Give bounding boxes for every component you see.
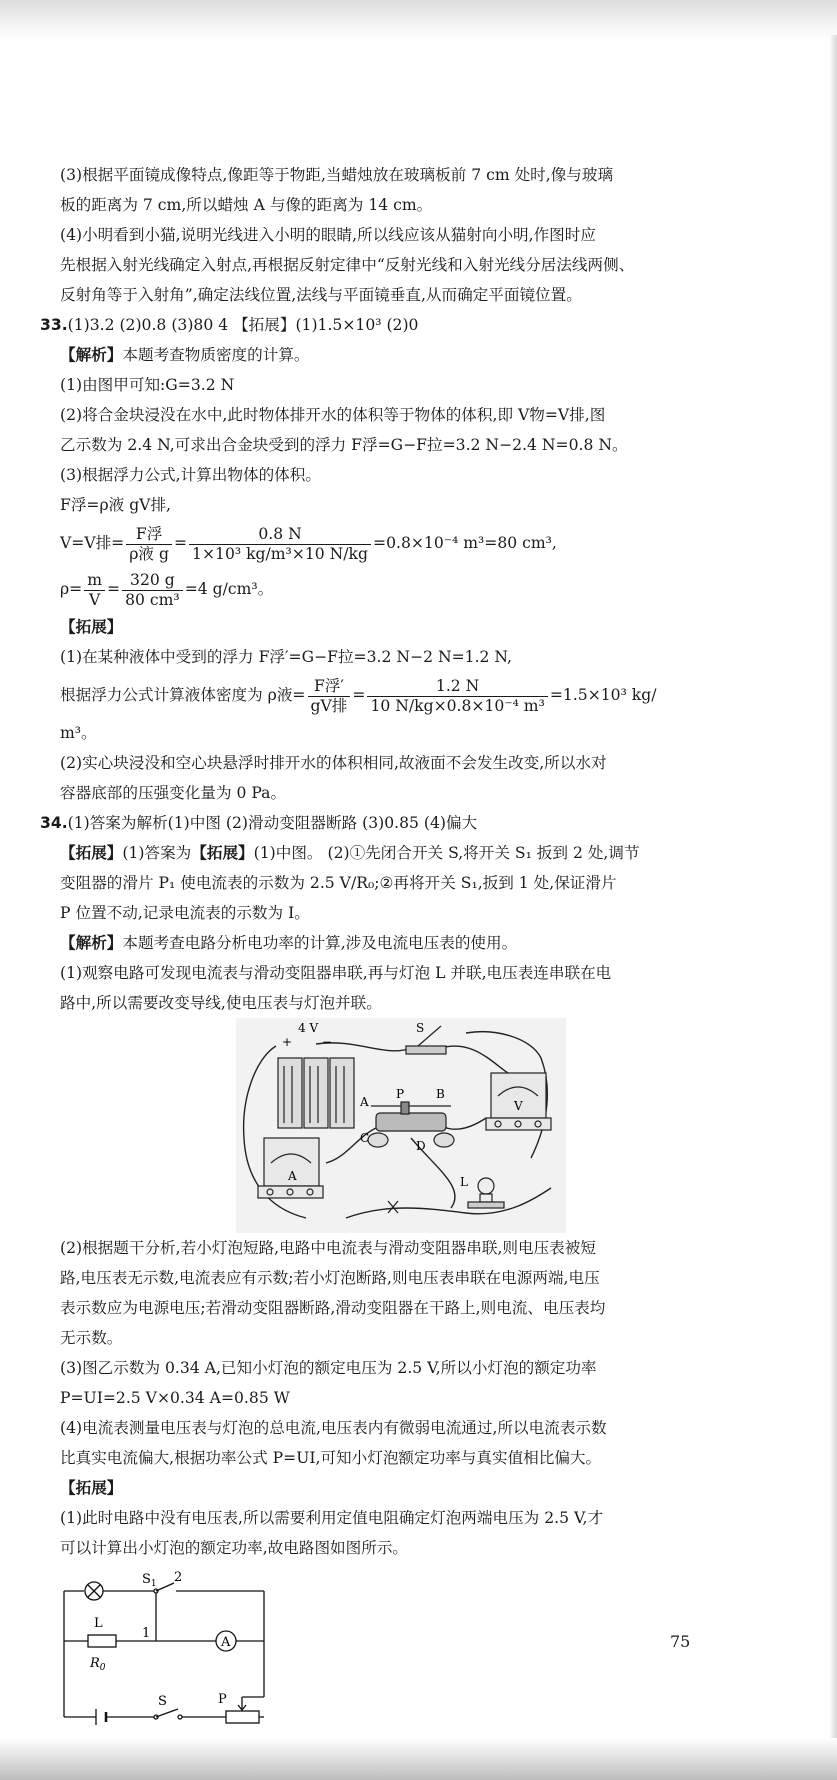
text-line: 比真实电流偏大,根据功率公式 P=UI,可知小灯泡额定功率与真实值相比偏大。 xyxy=(60,1449,602,1467)
circuit-diagram xyxy=(54,1569,284,1729)
fraction xyxy=(126,525,172,564)
page-number: 75 xyxy=(670,1632,691,1651)
page-bottom-shadow xyxy=(0,1738,837,1780)
rheostat-D: D xyxy=(416,1139,426,1153)
fraction xyxy=(122,571,183,610)
page-top-shadow xyxy=(0,0,837,40)
text-line: P 位置不动,记录电流表的示数为 I。 xyxy=(60,904,310,922)
numerator: 1.2 N xyxy=(367,677,547,697)
denominator: 80 cm³ xyxy=(125,590,180,609)
extension-heading: 【拓展】 xyxy=(60,1478,123,1497)
text-line: (2)将合金块浸没在水中,此时物体排开水的体积等于物体的体积,即 V物=V排,图 xyxy=(60,406,606,424)
page-right-shadow xyxy=(829,35,837,1740)
battery-icon xyxy=(278,1058,354,1128)
analysis-label: 【解析】 xyxy=(60,933,123,952)
fraction xyxy=(189,525,371,564)
slider-p-label: P xyxy=(218,1692,227,1707)
text-line: 反射角等于入射角”,确定法线位置,法线与平面镜垂直,从而确定平面镜位置。 xyxy=(60,286,582,304)
text-span: 本题考查电路分析电功率的计算,涉及电流电压表的使用。 xyxy=(122,934,518,952)
lamp-label: L xyxy=(94,1616,103,1631)
formula-part: V=V排= xyxy=(60,534,125,552)
text-line: 乙示数为 2.4 N,可求出合金块受到的浮力 F浮=G−F拉=3.2 N−2.4 N=0.8 N。 xyxy=(60,436,628,454)
switch-s-label: S xyxy=(158,1694,167,1709)
extension-line xyxy=(40,838,802,868)
formula-part: =1.5×10³ kg/ xyxy=(549,686,657,704)
text-line: (1)观察电路可发现电流表与滑动变阻器串联,再与灯泡 L 并联,电压表连串联在电 xyxy=(60,964,612,982)
label-part: 0 xyxy=(99,1663,106,1673)
formula-line: F浮=ρ液 gV排, xyxy=(60,496,171,514)
ammeter-label: A xyxy=(221,1635,231,1650)
label-part: S xyxy=(142,1572,151,1587)
switch-label: S xyxy=(416,1021,425,1035)
denominator: V xyxy=(89,590,101,609)
battery-voltage: 4 V xyxy=(298,1021,319,1035)
page-content xyxy=(40,160,802,1729)
formula-part: =4 g/cm³。 xyxy=(184,580,274,598)
formula-part: 根据浮力公式计算液体密度为 ρ液= xyxy=(60,686,306,704)
numerator: 0.8 N xyxy=(189,525,371,545)
rheostat-P: P xyxy=(396,1087,405,1101)
answer-summary: (1)3.2 (2)0.8 (3)80 4 【拓展】(1)1.5×10³ (2)0 xyxy=(67,316,419,334)
formula-part: = xyxy=(173,534,188,552)
question-number: 34. xyxy=(40,814,68,832)
denominator: 1×10³ kg/m³×10 N/kg xyxy=(192,544,368,563)
numerator: m xyxy=(84,571,105,591)
battery-minus: − xyxy=(322,1035,333,1049)
analysis-label: 【解析】 xyxy=(60,345,123,364)
rheostat-A: A xyxy=(360,1095,369,1109)
analysis-heading xyxy=(40,340,802,370)
question-34 xyxy=(40,808,802,838)
extension-heading: 【拓展】 xyxy=(60,617,123,636)
text-line: 容器底部的压强变化量为 0 Pa。 xyxy=(60,784,287,802)
denominator: 10 N/kg×0.8×10⁻⁴ m³ xyxy=(370,696,545,715)
text-line: (2)实心块浸没和空心块悬浮时排开水的体积相同,故液面不会发生改变,所以水对 xyxy=(60,754,607,772)
denominator: ρ液 g xyxy=(129,544,169,563)
text-line: 板的距离为 7 cm,所以蜡烛 A 与像的距离为 14 cm。 xyxy=(60,196,433,214)
denominator: gV排 xyxy=(310,696,348,715)
extension-label: 【拓展】 xyxy=(60,843,123,862)
formula-part: =0.8×10⁻⁴ m³=80 cm³, xyxy=(373,534,557,552)
text-line: 路,电压表无示数,电流表应有示数;若小灯泡断路,则电压表串联在电源两端,电压 xyxy=(60,1269,600,1287)
position-2-label: 2 xyxy=(174,1570,183,1585)
formula-part: = xyxy=(107,580,121,598)
numerator: F浮′ xyxy=(308,677,351,697)
resistor-label xyxy=(89,1656,106,1673)
formula-part: ρ= xyxy=(60,580,83,598)
text-span: 本题考查物质密度的计算。 xyxy=(122,346,310,364)
numerator: 320 g xyxy=(122,571,183,591)
fraction xyxy=(308,677,351,716)
fraction xyxy=(84,571,105,610)
answer-summary: (1)答案为解析(1)中图 (2)滑动变阻器断路 (3)0.85 (4)偏大 xyxy=(67,814,478,832)
label-part: 1 xyxy=(150,1579,157,1589)
lamp-label: L xyxy=(460,1175,468,1189)
text-line: (2)根据题干分析,若小灯泡短路,电路中电流表与滑动变阻器串联,则电压表被短 xyxy=(60,1239,596,1257)
label-part: R xyxy=(90,1656,100,1671)
formula-liquid-density xyxy=(40,672,802,718)
extension-label: 【拓展】 xyxy=(191,843,254,862)
text-line: (4)小明看到小猫,说明光线进入小明的眼睛,所以线应该从猫射向小明,作图时应 xyxy=(60,226,596,244)
text-span: (1)中图。 (2)①先闭合开关 S,将开关 S₁ 扳到 2 处,调节 xyxy=(253,844,640,862)
fraction xyxy=(367,677,547,716)
position-1-label: 1 xyxy=(142,1626,151,1641)
text-line: (3)图乙示数为 0.34 A,已知小灯泡的额定电压为 2.5 V,所以小灯泡的额定功率 xyxy=(60,1359,597,1377)
text-line: 路中,所以需要改变导线,使电压表与灯泡并联。 xyxy=(60,994,382,1012)
rheostat-C: C xyxy=(360,1131,370,1145)
formula-part: = xyxy=(352,686,366,704)
text-line: (1)此时电路中没有电压表,所以需要利用定值电阻确定灯泡两端电压为 2.5 V,才 xyxy=(60,1509,604,1527)
text-line: 变阻器的滑片 P₁ 使电流表的示数为 2.5 V/R₀;②再将开关 S₁,扳到 1 处,保证滑片 xyxy=(60,874,617,892)
question-33 xyxy=(40,310,802,340)
ammeter-icon xyxy=(258,1138,323,1198)
text-line: 先根据入射光线确定入射点,再根据反射定律中“反射光线和入射光线分居法线两侧、 xyxy=(60,256,635,274)
text-line: P=UI=2.5 V×0.34 A=0.85 W xyxy=(60,1389,290,1407)
numerator: F浮 xyxy=(126,525,172,545)
ammeter-label: A xyxy=(288,1169,297,1183)
text-line: (4)电流表测量电压表与灯泡的总电流,电压表内有微弱电流通过,所以电流表示数 xyxy=(60,1419,607,1437)
text-line: 可以计算出小灯泡的额定功率,故电路图如图所示。 xyxy=(60,1539,409,1557)
switch-s1-label xyxy=(142,1572,157,1589)
voltmeter-label: V xyxy=(514,1099,523,1113)
question-number: 33. xyxy=(40,316,68,334)
text-line: (3)根据浮力公式,计算出物体的体积。 xyxy=(60,466,321,484)
circuit-illustration xyxy=(236,1018,566,1233)
text-line: (3)根据平面镜成像特点,像距等于物距,当蜡烛放在玻璃板前 7 cm 处时,像与玻璃 xyxy=(60,166,614,184)
text-line: (1)在某种液体中受到的浮力 F浮′=G−F拉=3.2 N−2 N=1.2 N, xyxy=(60,648,513,666)
battery-plus: + xyxy=(282,1035,293,1049)
formula-density xyxy=(40,566,802,612)
text-line: (1)由图甲可知:G=3.2 N xyxy=(60,376,235,394)
rheostat-B: B xyxy=(436,1087,445,1101)
text-line: 表示数应为电源电压;若滑动变阻器断路,滑动变阻器在干路上,则电流、电压表均 xyxy=(60,1299,606,1317)
text-line: m³。 xyxy=(60,724,97,742)
formula-volume xyxy=(40,520,802,566)
text-span: (1)答案为 xyxy=(122,844,192,862)
analysis-heading xyxy=(40,928,802,958)
text-line: 无示数。 xyxy=(60,1329,123,1347)
